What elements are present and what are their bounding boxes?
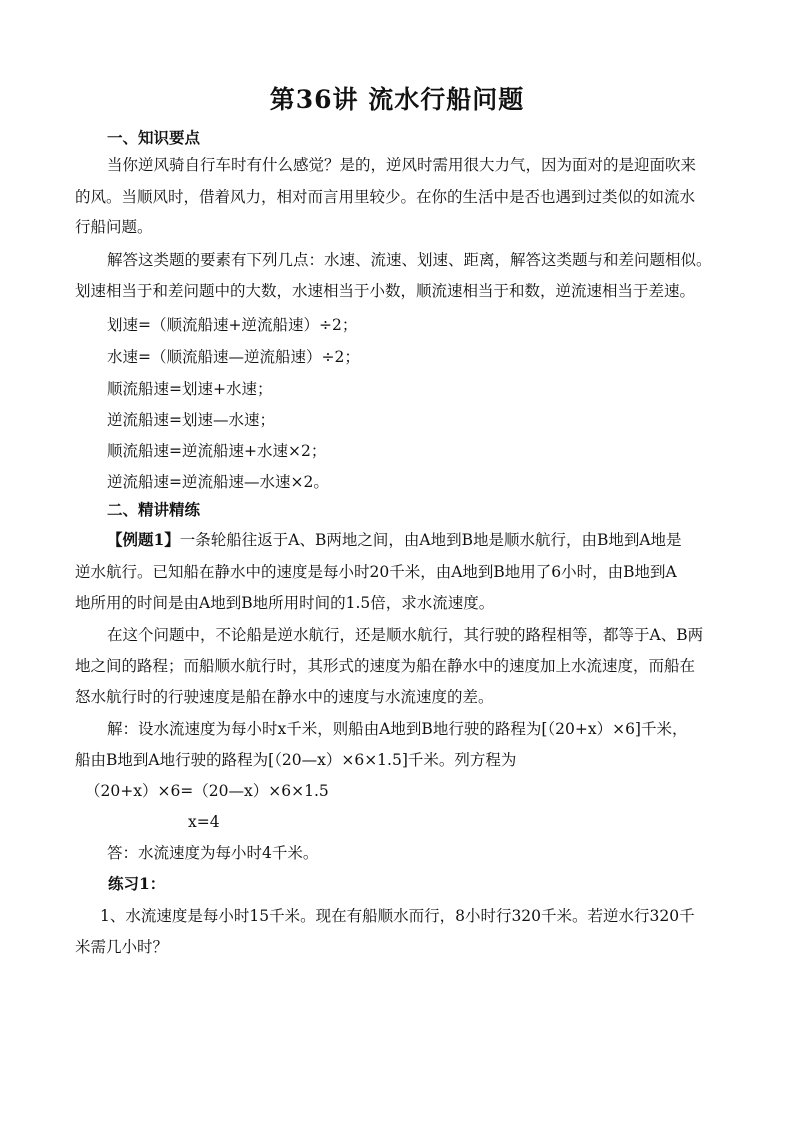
formula-upstream-2: 逆流船速=逆流船速—水速×2。 bbox=[107, 473, 329, 491]
analysis-line-1: 在这个问题中，不论船是逆水航行，还是顺水航行，其行驶的路程相等，都等于A、B两 bbox=[107, 626, 704, 644]
practice-heading: 练习1： bbox=[108, 874, 166, 893]
example-label: 【例题1】 bbox=[107, 530, 180, 549]
formula-upstream: 逆流船速=划速—水速； bbox=[107, 411, 275, 429]
intro-line-2: 的风。当顺风时，借着风力，相对而言用里较少。在你的生活中是否也遇到过类似的如流水 bbox=[75, 188, 696, 206]
example-line-2: 逆水航行。已知船在静水中的速度是每小时20千米，由A地到B地用了6小时，由B地到A bbox=[75, 563, 677, 581]
solution-line-2: 船由B地到A地行驶的路程为[（20—x）×6×1.5]千米。列方程为 bbox=[75, 751, 517, 769]
analysis-line-3: 怒水航行时的行驶速度是船在静水中的速度与水流速度的差。 bbox=[75, 688, 494, 706]
practice-question-line-1: 1、水流速度是每小时15千米。现在有船顺水而行，8小时行320千米。若逆水行320千 bbox=[100, 907, 695, 925]
formula-row-speed: 划速=（顺流船速+逆流船速）÷2； bbox=[107, 316, 358, 334]
solution-line-1: 解：设水流速度为每小时x千米，则船由A地到B地行驶的路程为[（20+x）×6]千米， bbox=[107, 720, 688, 738]
formula-downstream: 顺流船速=划速+水速； bbox=[107, 380, 273, 398]
example-line-3: 地所用的时间是由A地到B地所用时间的1.5倍，求水流速度。 bbox=[75, 594, 495, 612]
equation: （20+x）×6=（20—x）×6×1.5 bbox=[85, 782, 329, 800]
explain-line-1: 解答这类题的要素有下列几点：水速、流速、划速、距离，解答这类题与和差问题相似。 bbox=[107, 251, 712, 269]
formula-water-speed: 水速=（顺流船速—逆流船速）÷2； bbox=[107, 348, 360, 366]
example-line-1 bbox=[107, 530, 682, 550]
practice-question-line-2: 米需几小时？ bbox=[75, 938, 169, 956]
section-heading-practice: 二、精讲精练 bbox=[107, 500, 201, 519]
formula-downstream-2: 顺流船速=逆流船速+水速×2； bbox=[107, 442, 327, 460]
intro-line-3: 行船问题。 bbox=[75, 218, 153, 236]
analysis-line-2: 地之间的路程；而船顺水航行时，其形式的速度为船在静水中的速度加上水流速度，而船在 bbox=[75, 657, 696, 675]
intro-line-1: 当你逆风骑自行车时有什么感觉？是的，逆风时需用很大力气，因为面对的是迎面吹来 bbox=[107, 156, 697, 174]
explain-line-2: 划速相当于和差问题中的大数，水速相当于小数，顺流速相当于和数，逆流速相当于差速。 bbox=[75, 282, 696, 300]
equation-result: x=4 bbox=[188, 813, 220, 831]
answer: 答：水流速度为每小时4千米。 bbox=[107, 844, 319, 862]
page-title: 第36讲 流水行船问题 bbox=[269, 85, 525, 114]
example-text-1: 一条轮船往返于A、B两地之间，由A地到B地是顺水航行，由B地到A地是 bbox=[179, 531, 682, 549]
section-heading-knowledge: 一、知识要点 bbox=[107, 128, 201, 147]
